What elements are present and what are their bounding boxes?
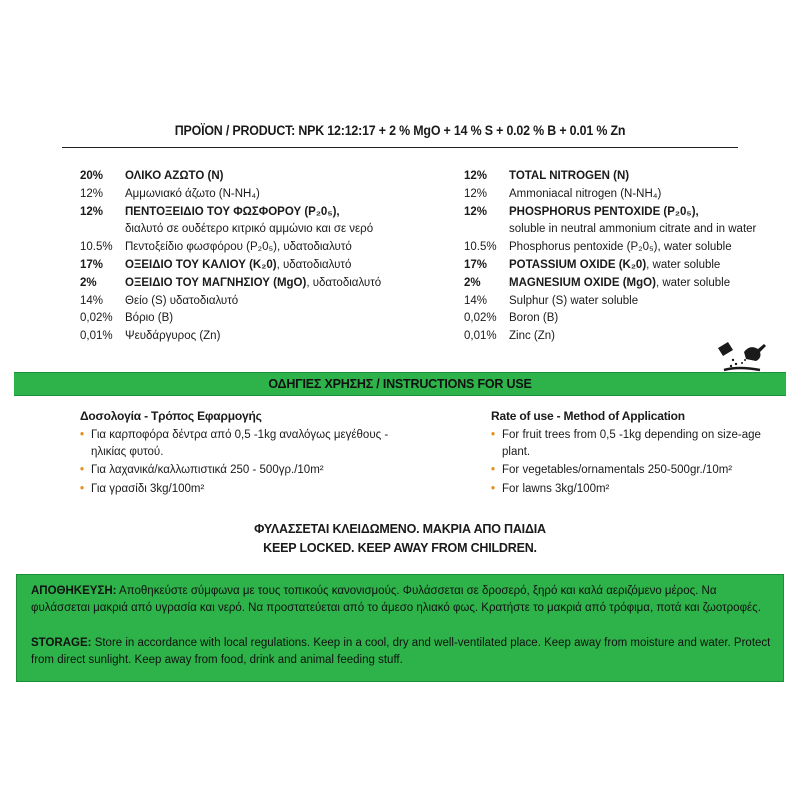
usage-greek [80,408,410,499]
composition-row [80,186,400,204]
composition-label: Ψευδάργυρος (Zn) [125,330,221,343]
composition-row [464,257,784,275]
composition-percentage: 0,02% [80,312,113,325]
composition-row [80,310,400,328]
composition-percentage: 12% [464,205,488,218]
usage-section [0,408,800,508]
composition-percentage: 0,01% [464,330,497,343]
instructions-title: ΟΔΗΓΙΕΣ ΧΡΗΣΗΣ / INSTRUCTIONS FOR USE [268,377,532,391]
composition-row [464,310,784,328]
safety-warning [0,520,800,558]
product-title: ΠΡΟΪΟΝ / PRODUCT: NPK 12:12:17 + 2 % MgO + 14 % S + 0.02 % B + 0.01 % Zn [174,123,626,138]
composition-label: TOTAL NITROGEN (N) [509,170,630,182]
composition-percentage: 17% [80,258,104,271]
bullet-dot-icon: • [491,482,496,495]
composition-row [80,257,400,275]
storage-greek [31,583,771,617]
storage-english [31,635,771,669]
composition-percentage: 12% [464,187,488,200]
usage-greek-item: • Για γρασίδι 3kg/100m² [80,481,410,498]
composition-percentage: 17% [464,258,488,271]
usage-english-item: • For fruit trees from 0,5 -1kg depending on size-age plant. [491,429,761,458]
storage-english-text: Store in accordance with local regulations. Keep in a cool, dry and well-ventilated place. Keep away from moisture and water. Protect from direct sunlight. Keep away from food, drink and animal feeding stuff. [31,637,771,666]
composition-label: Αμμωνιακό άζωτο (N-NH₄) [125,187,260,200]
usage-greek-heading: Δοσολογία - Τρόπος Εφαρμογής [80,409,262,423]
composition-label: Ammoniacal nitrogen (N-NH₄) [509,187,662,200]
composition-label: Sulphur (S) water soluble [509,294,639,307]
composition-row [80,221,400,239]
composition-percentage: 12% [80,205,104,218]
composition-row [464,293,784,311]
composition-percentage: 0,01% [80,330,113,343]
composition-row [80,293,400,311]
composition-label: ΟΞΕΙΔΙΟ ΤΟΥ ΜΑΓΝΗΣΙΟΥ (MgO), υδατοδιαλυτό [125,276,382,289]
usage-english-item: • For lawns 3kg/100m² [491,481,781,498]
composition-percentage: 14% [80,294,104,307]
usage-greek-item: • Για καρποφόρα δέντρα από 0,5 -1kg αναλόγως μεγέθους - ηλικίας φυτού. [80,429,389,458]
composition-label: Θείο (S) υδατοδιαλυτό [125,294,239,307]
composition-label: Boron (B) [509,312,559,325]
usage-english [491,408,781,499]
composition-greek [80,168,400,346]
composition-percentage: 20% [80,170,104,182]
storage-box [16,574,784,682]
composition-row [80,239,400,257]
usage-greek-item: • Για λαχανικά/καλλωπιστικά 250 - 500γρ./10m² [80,462,410,479]
bullet-dot-icon: • [80,482,85,495]
composition-percentage: 10.5% [80,241,113,254]
composition-row [464,239,784,257]
storage-greek-label: ΑΠΟΘΗΚΕΥΣΗ: [31,585,117,597]
composition-percentage: 12% [80,187,104,200]
composition-label: Πεντοξείδιο φωσφόρου (P₂0₅), υδατοδιαλυτό [125,241,352,254]
composition-row [80,275,400,293]
composition-percentage: 2% [80,276,97,289]
composition-label: ΟΞΕΙΔΙΟ ΤΟΥ ΚΑΛΙΟΥ (K₂0), υδατοδιαλυτό [125,258,352,271]
storage-english-label: STORAGE: [31,637,92,649]
composition-label: PHOSPHORUS PENTOXIDE (P₂0₅), [509,205,699,218]
composition-percentage: 12% [464,170,488,182]
composition-row [464,186,784,204]
composition-label: soluble in neutral ammonium citrate and in water [509,223,757,236]
bullet-dot-icon: • [80,429,85,441]
composition-label: Βόριο (B) [125,312,174,325]
composition-percentage: 0,02% [464,312,497,325]
bullet-dot-icon: • [80,464,85,476]
composition-label: ΠΕΝΤΟΞΕΙΔΙΟ ΤΟΥ ΦΩΣΦΟΡΟΥ (P₂0₅), [125,205,340,218]
composition-row [464,168,784,186]
bullet-dot-icon: • [491,464,496,476]
composition-percentage: 14% [464,294,488,307]
usage-english-heading: Rate of use - Method of Application [491,409,685,423]
usage-english-item: • For vegetables/ornamentals 250-500gr./10m² [491,462,781,479]
composition-english [464,168,784,346]
warning-greek: ΦΥΛΑΣΣΕΤΑΙ ΚΛΕΙΔΩΜΕΝΟ. ΜΑΚΡΙΑ ΑΠΟ ΠΑΙΔΙΑ [254,522,546,536]
composition-row [80,168,400,186]
composition-label: POTASSIUM OXIDE (K₂0), water soluble [509,258,721,271]
composition-percentage: 10.5% [464,241,497,254]
composition-row [80,328,400,346]
instructions-band [14,372,786,396]
composition-section [0,168,800,348]
warning-english: KEEP LOCKED. KEEP AWAY FROM CHILDREN. [263,541,537,555]
composition-row [80,204,400,222]
composition-row [464,204,784,222]
composition-label: MAGNESIUM OXIDE (MgO), water soluble [509,276,731,289]
composition-label: Zinc (Zn) [509,330,555,343]
composition-label: ΟΛΙΚΟ ΑΖΩΤΟ (N) [125,170,224,182]
composition-row [464,221,784,239]
composition-row [464,275,784,293]
composition-percentage: 2% [464,276,481,289]
storage-greek-text: Αποθηκεύστε σύμφωνα με τους τοπικούς κανονισμούς. Φυλάσσεται σε δροσερό, ξηρό και καλά αεριζόμενο μέρος. Να φυλάσσεται μακριά από υγρασία και νερό. Να προστατεύεται από το άμεσο ηλιακό φως. Κρατήστε το μακριά από τρόφιμα, ποτά και ζωοτροφές. [31,585,761,614]
top-divider [62,147,738,148]
composition-label: Phosphorus pentoxide (P₂0₅), water soluble [509,241,732,254]
composition-label: διαλυτό σε ουδέτερο κιτρικό αμμώνιο και σε νερό [125,223,374,236]
bullet-dot-icon: • [491,429,496,441]
